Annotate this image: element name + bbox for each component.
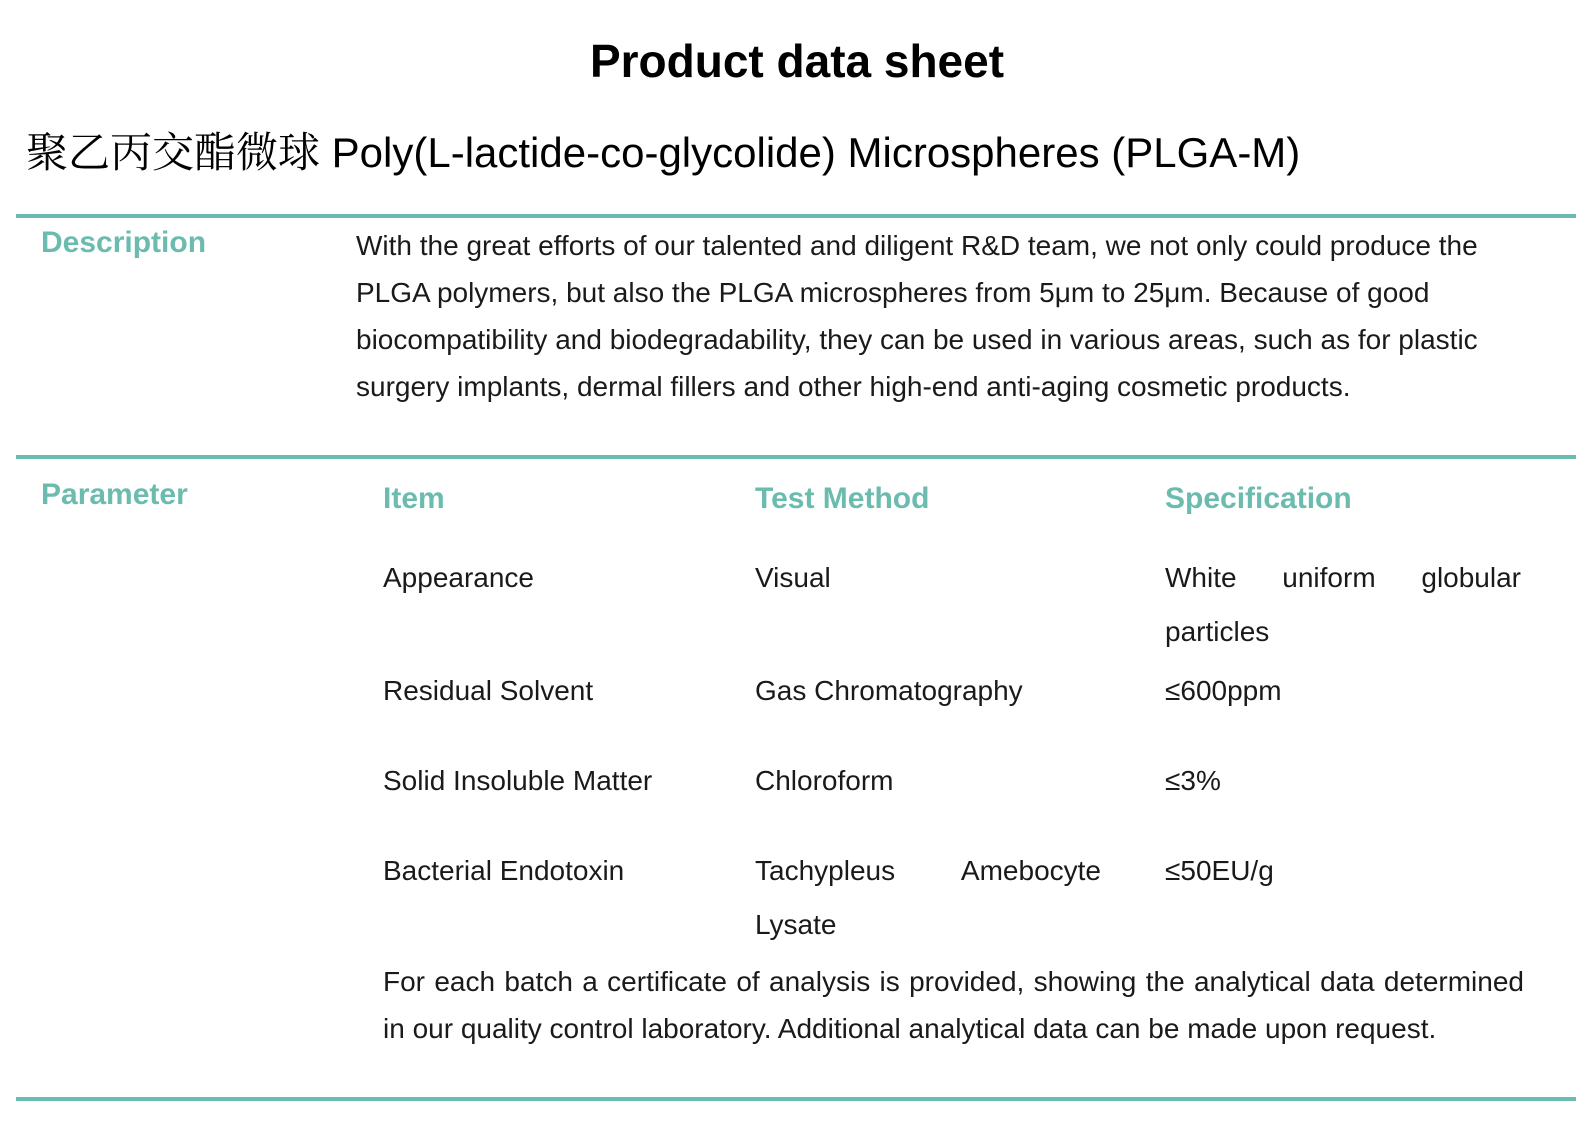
row-endotoxin-spec: ≤50EU/g	[1165, 855, 1274, 886]
row-endotoxin-method: Tachypleus Amebocyte Lysate	[755, 855, 1101, 940]
column-header-test-method: Test Method	[755, 482, 930, 515]
section-divider-bottom	[16, 1097, 1576, 1101]
column-header-item: Item	[383, 482, 445, 515]
row-insoluble-matter-method: Chloroform	[755, 765, 894, 796]
column-header-specification: Specification	[1165, 482, 1352, 515]
row-insoluble-matter-item: Solid Insoluble Matter	[383, 765, 653, 796]
section-divider-middle	[16, 455, 1576, 459]
row-endotoxin-item: Bacterial Endotoxin	[383, 855, 625, 886]
product-name: 聚乙丙交酯微球 Poly(L-lactide-co-glycolide) Microspheres (PLGA-M)	[26, 129, 1301, 176]
parameter-label: Parameter	[41, 478, 188, 511]
analysis-note: For each batch a certificate of analysis is provided, showing the analytical data determined in our quality control laboratory. Additional analytical data can be made upon request.	[383, 966, 1524, 1044]
description-text: With the great efforts of our talented and diligent R&D team, we not only could produce the PLGA polymers, but also the PLGA microspheres from 5μm to 25μm. Because of good biocompatibility and biodegradability, they can be used in various areas, such as for plastic surgery implants, dermal fillers and other high-end anti-aging cosmetic products.	[356, 230, 1478, 402]
row-insoluble-matter-spec: ≤3%	[1165, 765, 1221, 796]
description-label: Description	[41, 226, 207, 259]
row-appearance-method: Visual	[755, 562, 831, 593]
row-residual-solvent-spec: ≤600ppm	[1165, 675, 1282, 706]
row-appearance-spec: White uniform globular particles	[1165, 562, 1521, 647]
row-residual-solvent-item: Residual Solvent	[383, 675, 594, 706]
section-divider-top	[16, 214, 1576, 218]
row-appearance-item: Appearance	[383, 562, 535, 593]
row-residual-solvent-method: Gas Chromatography	[755, 675, 1023, 706]
page-title: Product data sheet	[589, 35, 1005, 87]
